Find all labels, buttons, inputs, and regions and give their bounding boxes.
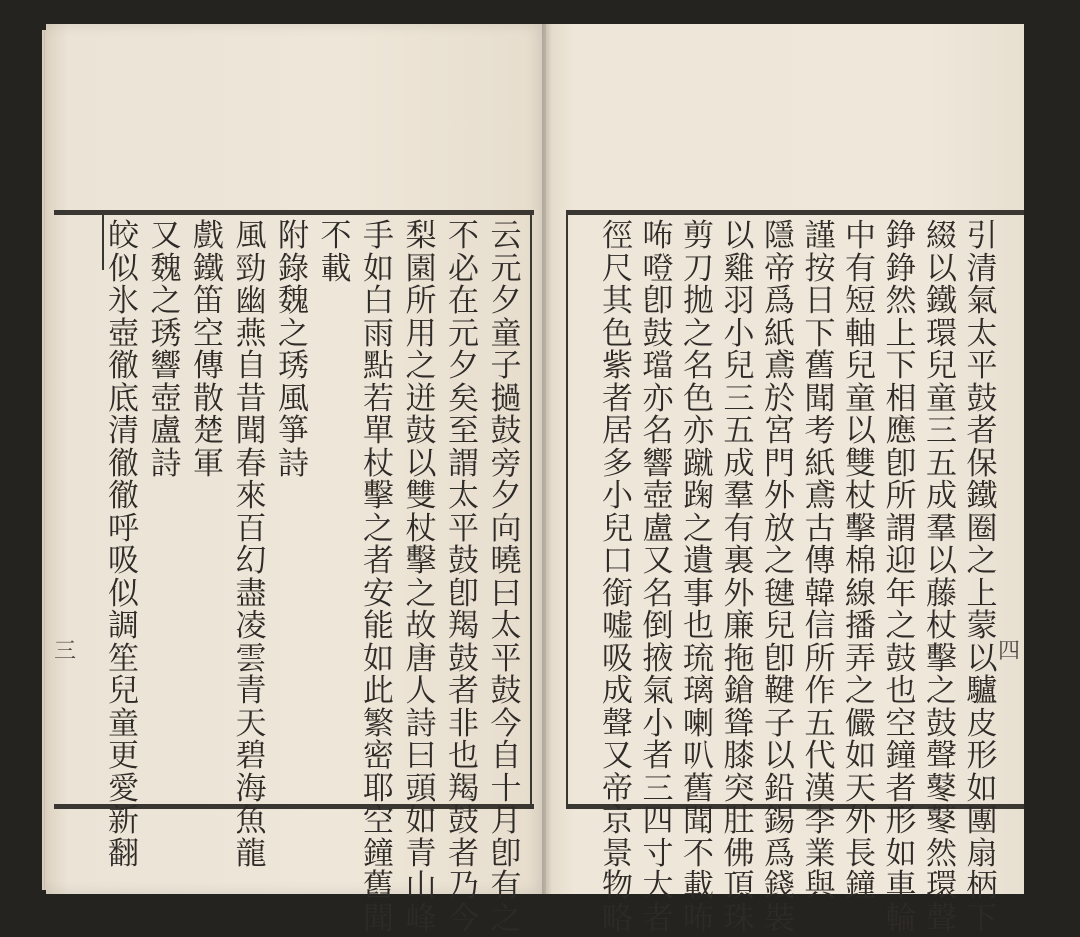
text-column: 風 勁 幽 燕 自 昔 聞 春 來 百 幻 盡 凌 雲 青 天 碧 海 魚 龍 — [235, 218, 267, 872]
text-column: 戲 鐵 笛 空 傳 散 楚 軍 — [193, 218, 224, 482]
leaf-number: 三 — [54, 639, 77, 664]
leaf-number: 四 — [998, 639, 1021, 664]
top-rule — [566, 210, 1024, 215]
text-column: 梨 園 所 用 之 迸 鼓 以 雙 杖 擊 之 故 唐 人 詩 曰 頭 如 青 山 峰 — [405, 218, 437, 937]
text-column: 中 有 短 軸 兒 童 以 雙 杖 擊 棉 線 播 弄 之 儼 如 天 外 長 鐘 — [845, 218, 876, 904]
inner-border — [530, 210, 532, 809]
right-page — [546, 24, 1024, 937]
text-column: 引 清 氣 太 平 鼓 者 保 鐵 圈 之 上 蒙 以 驢 皮 形 如 團 扇 柄 下 — [966, 218, 998, 937]
text-column: 不 載 — [320, 218, 352, 287]
open-book — [46, 24, 1024, 937]
text-column: 謹 按 日 下 舊 聞 考 紙 鳶 古 傳 韓 信 所 作 五 代 漢 李 業 與 — [804, 218, 836, 904]
inner-border — [566, 210, 568, 809]
text-column: 云 元 夕 童 子 撾 鼓 旁 夕 向 曉 曰 太 平 鼓 今 自 十 月 卽 有 之 — [490, 218, 522, 937]
spine-shadow — [542, 24, 552, 894]
top-rule — [54, 210, 534, 215]
text-column: 咘 噔 卽 鼓 璫 亦 名 響 壺 盧 又 名 倒 掖 氣 小 者 三 四 寸 大 者 — [642, 218, 674, 937]
text-column: 皎 似 氷 壺 徹 底 清 徹 徹 呼 吸 似 調 笙 兒 童 更 愛 新 翻 — [108, 218, 139, 872]
text-column: 又 魏 之 琇 響 壺 盧 詩 — [150, 218, 182, 482]
left-page — [46, 24, 546, 937]
text-column: 錚 錚 然 上 下 相 應 卽 所 謂 迎 年 之 鼓 也 空 鐘 者 形 如 車 輪 — [885, 218, 917, 937]
margin-mark — [102, 210, 104, 270]
text-column: 不 必 在 元 夕 矣 至 謂 太 平 鼓 卽 羯 鼓 者 非 也 羯 鼓 者 乃 今 — [448, 218, 479, 937]
text-column: 手 如 白 雨 點 若 單 杖 擊 之 者 安 能 如 此 繁 密 耶 空 鐘 舊 聞 — [363, 218, 394, 937]
text-column: 隱 帝 爲 紙 鳶 於 宮 門 外 放 之 毽 兒 卽 鞬 子 以 鉛 錫 爲 錢 裝 — [764, 218, 795, 937]
text-column: 徑 尺 其 色 紫 者 居 多 小 兒 口 銜 嘘 吸 成 聲 又 帝 京 景 物 略 — [602, 218, 633, 937]
text-column: 剪 刀 拋 之 名 色 亦 蹴 踘 之 遺 事 也 琉 璃 喇 叭 舊 聞 不 載 咘 — [683, 218, 714, 937]
text-column: 綴 以 鐵 環 兒 童 三 五 成 羣 以 藤 杖 擊 之 鼓 聲 鼕 鼕 然 環 聲 — [926, 218, 957, 937]
text-column: 以 雞 羽 小 兒 三 五 成 羣 有 裏 外 廉 拖 鎗 聳 膝 突 肚 佛 頂 珠 — [723, 218, 755, 937]
text-column: 附 錄 魏 之 琇 風 箏 詩 — [278, 218, 309, 482]
